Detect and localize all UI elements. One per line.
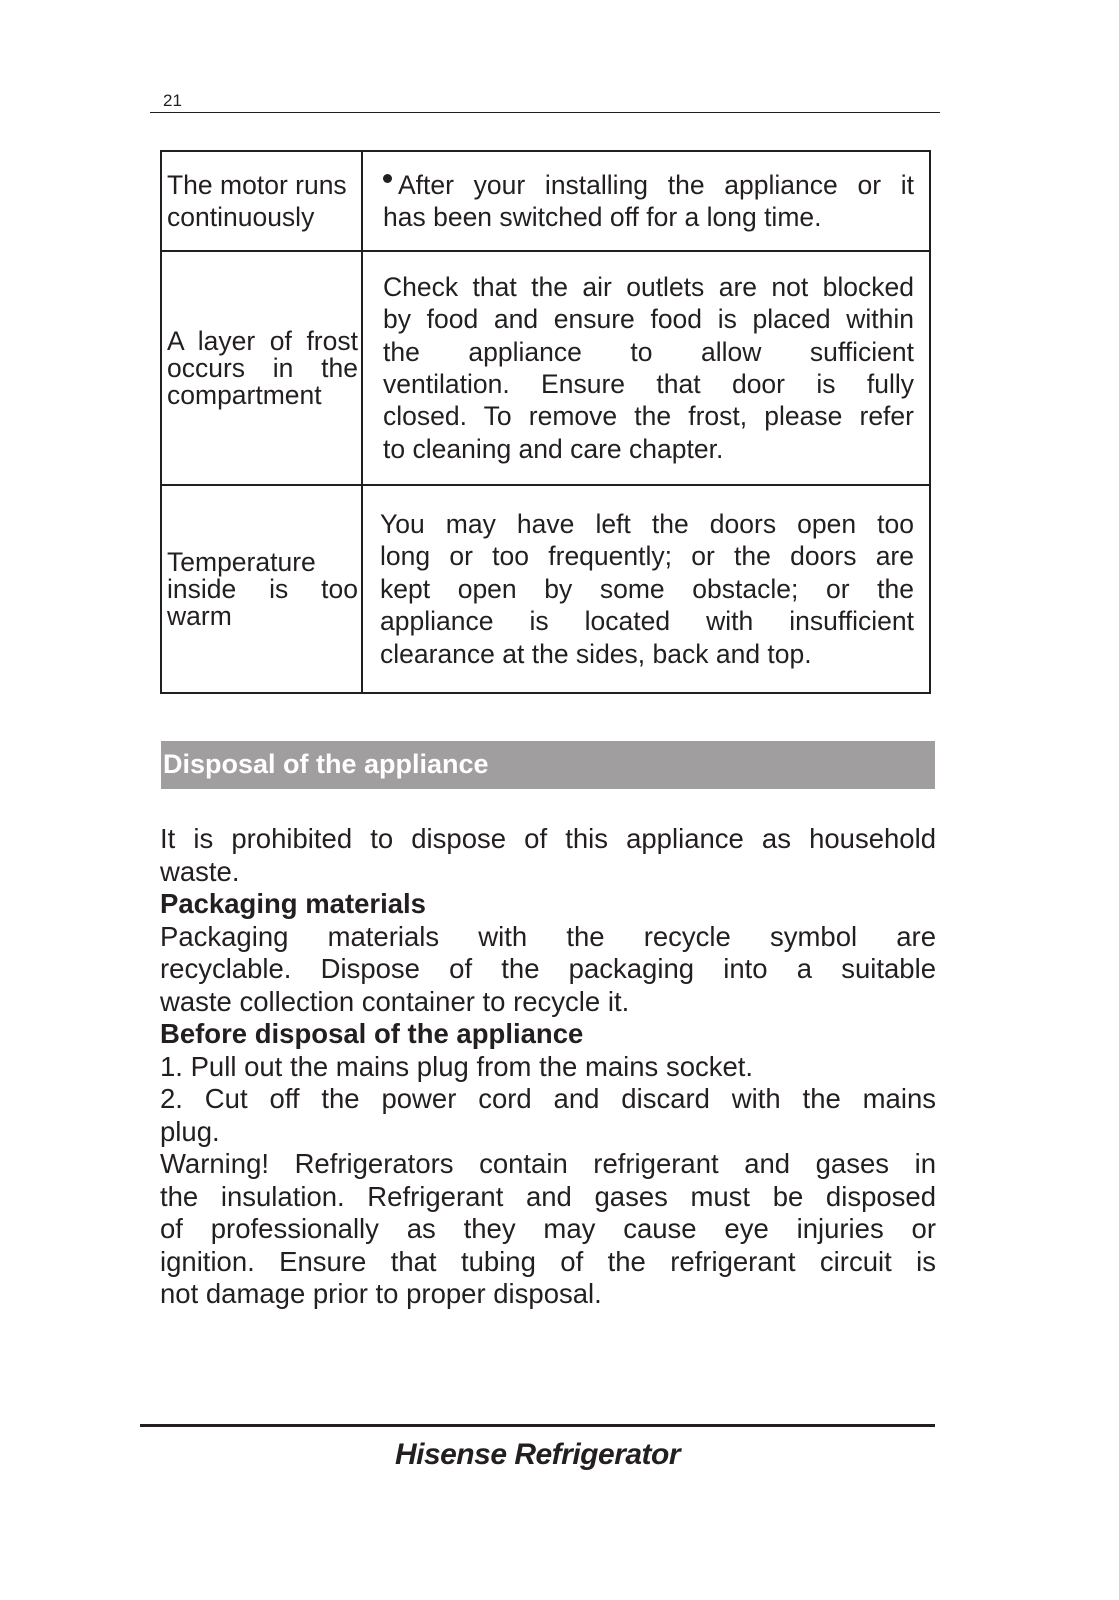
paragraph bbox=[160, 921, 936, 1019]
text-line: not damage prior to proper disposal. bbox=[160, 1278, 602, 1309]
text-line: 2. Cut off the power cord and discard with the mains bbox=[160, 1083, 936, 1114]
paragraph bbox=[160, 1148, 936, 1311]
solution-line: closed. To remove the frost, please refer bbox=[383, 401, 914, 432]
paragraph bbox=[160, 1051, 936, 1084]
subheading bbox=[160, 888, 936, 921]
table-row bbox=[161, 485, 930, 693]
problem-line: A layer of frost bbox=[167, 325, 358, 356]
paragraph bbox=[160, 1083, 936, 1148]
footer-rule bbox=[140, 1424, 935, 1427]
text-line: Packaging materials bbox=[160, 888, 426, 919]
footer-brand: Hisense Refrigerator bbox=[394, 1438, 681, 1471]
solution-line: clearance at the sides, back and top. bbox=[380, 638, 812, 669]
problem-cell bbox=[161, 251, 362, 485]
table-row bbox=[161, 151, 930, 251]
problem-cell bbox=[161, 151, 362, 251]
disposal-body bbox=[160, 823, 936, 1311]
table-row bbox=[161, 251, 930, 485]
solution-line: appliance is located with insufficient bbox=[380, 606, 914, 637]
text-line: waste collection container to recycle it. bbox=[160, 985, 630, 1017]
solution-line: has been switched off for a long time. bbox=[383, 202, 822, 232]
solution-line: by food and ensure food is placed within bbox=[383, 304, 914, 335]
problem-line: continuously bbox=[167, 202, 315, 232]
solution-line bbox=[383, 169, 914, 201]
text-line: recyclable. Dispose of the packaging into a suitable bbox=[160, 953, 936, 984]
text-line: Packaging materials with the recycle symbol are bbox=[160, 920, 936, 952]
section-heading: Disposal of the appliance bbox=[161, 741, 935, 789]
text-line: Warning! Refrigerators contain refrigerant and gases in bbox=[160, 1148, 936, 1179]
solution-line: the appliance to allow sufficient bbox=[383, 336, 914, 367]
solution-cell bbox=[362, 485, 930, 693]
text-line: waste. bbox=[160, 855, 240, 887]
solution-line: to cleaning and care chapter. bbox=[383, 433, 724, 464]
problem-line: Temperature bbox=[167, 546, 316, 577]
solution-text: After your installing the appliance or it bbox=[398, 169, 914, 200]
troubleshooting-table bbox=[160, 150, 931, 694]
problem-line: compartment bbox=[167, 379, 322, 410]
solution-cell bbox=[362, 151, 930, 251]
page-number: 21 bbox=[163, 91, 182, 110]
problem-line: inside is too bbox=[167, 573, 358, 604]
text-line: the insulation. Refrigerant and gases must be disposed bbox=[160, 1180, 936, 1212]
solution-line: long or too frequently; or the doors are bbox=[380, 541, 914, 572]
solution-cell bbox=[362, 251, 930, 485]
subheading bbox=[160, 1018, 936, 1051]
solution-line: ventilation. Ensure that door is fully bbox=[383, 369, 914, 399]
text-line: Before disposal of the appliance bbox=[160, 1018, 584, 1049]
header-rule bbox=[150, 112, 940, 113]
text-line: of professionally as they may cause eye injuries or bbox=[160, 1213, 936, 1244]
solution-line: You may have left the doors open too bbox=[380, 508, 914, 539]
problem-line: The motor runs bbox=[167, 169, 347, 200]
text-line: 1. Pull out the mains plug from the mains socket. bbox=[160, 1050, 754, 1082]
problem-line: warm bbox=[167, 600, 232, 631]
problem-line: occurs in the bbox=[167, 352, 358, 383]
paragraph bbox=[160, 823, 936, 888]
bullet-icon bbox=[383, 174, 392, 183]
problem-cell bbox=[161, 485, 362, 693]
text-line: ignition. Ensure that tubing of the refrigerant circuit is bbox=[160, 1245, 936, 1277]
text-line: It is prohibited to dispose of this appliance as household bbox=[160, 823, 936, 854]
solution-line: kept open by some obstacle; or the bbox=[380, 573, 914, 604]
text-line: plug. bbox=[160, 1115, 220, 1147]
solution-line: Check that the air outlets are not blocked bbox=[383, 271, 914, 302]
